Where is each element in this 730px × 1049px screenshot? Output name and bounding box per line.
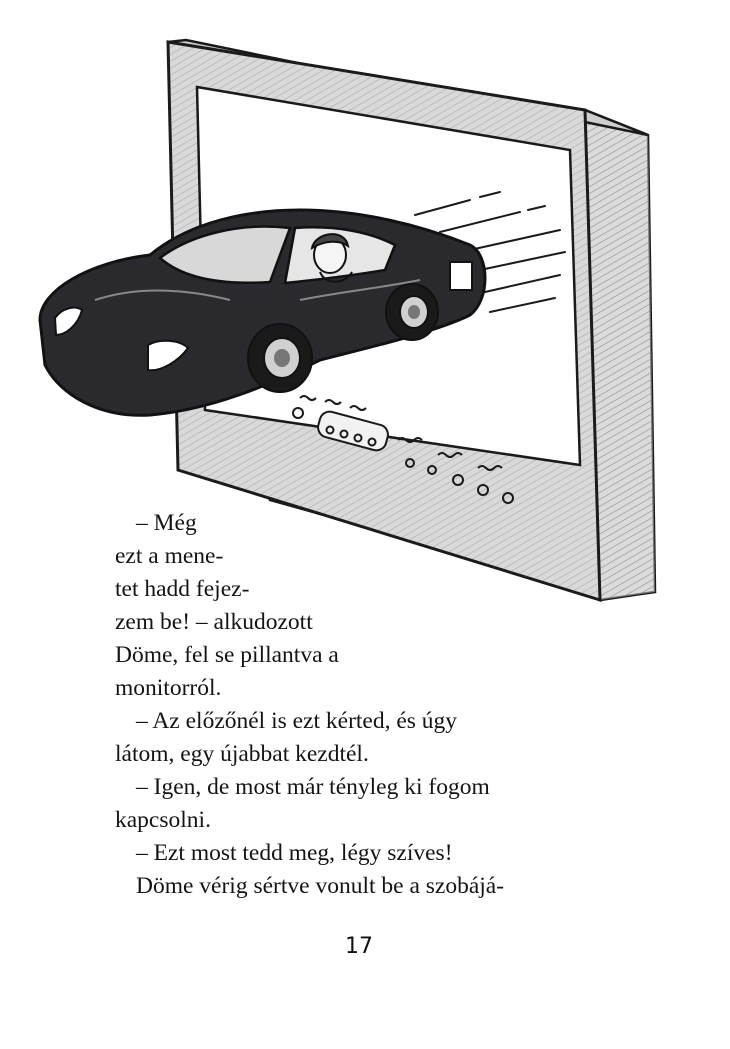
- page-number: 17: [345, 934, 373, 959]
- text-line-2: ezt a mene-: [115, 543, 224, 569]
- text-line-5: Döme, fel se pillantva a: [115, 642, 339, 668]
- text-line-4: zem be! – alkudozott: [115, 609, 313, 635]
- text-line-8: látom, egy újabbat kezdtél.: [115, 741, 369, 767]
- text-line-9: – Igen, de most már tényleg ki fogom: [136, 774, 490, 800]
- text-line-10: kapcsolni.: [115, 807, 211, 833]
- text-line-7: – Az előzőnél is ezt kérted, és úgy: [136, 708, 458, 734]
- text-line-3: tet hadd fejez-: [115, 576, 250, 602]
- body-text: [115, 507, 615, 903]
- car-wheel-front: [248, 324, 312, 392]
- text-line-6: monitorról.: [115, 675, 222, 701]
- text-line-12: Döme vérig sértve vonult be a szobájá-: [136, 873, 505, 899]
- text-line-11: – Ezt most tedd meg, légy szíves!: [136, 840, 453, 866]
- text-line-1: – Még: [136, 510, 197, 536]
- car-wheel-rear: [386, 284, 438, 340]
